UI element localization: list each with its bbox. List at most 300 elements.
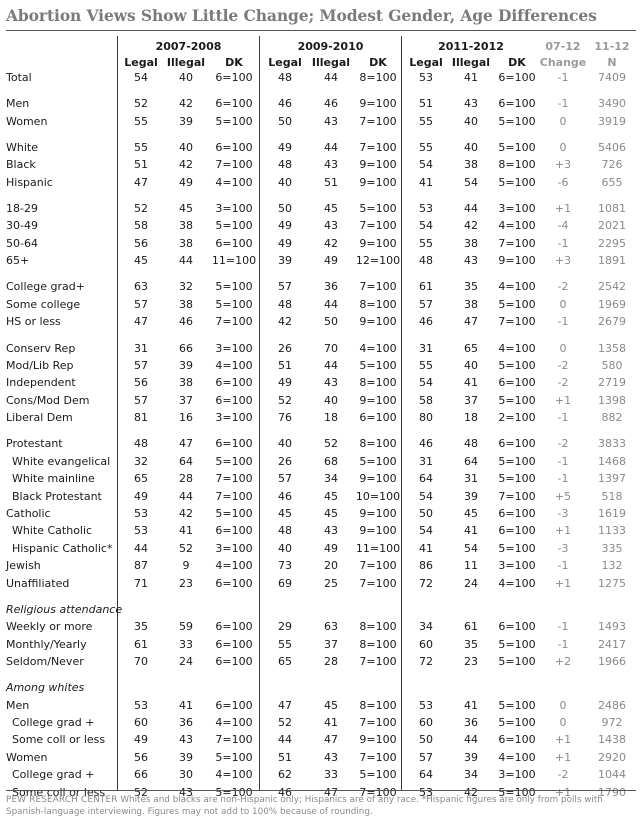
cell-change-07-12: -2: [557, 358, 569, 372]
row-label: White evangelical: [12, 454, 111, 468]
cell-illegal-2011-2012: 41: [464, 376, 478, 390]
cell-dk-2011-2012: 5=100: [498, 472, 536, 486]
cell-dk-2007-2008: 5=100: [215, 785, 253, 799]
cell-legal-2011-2012: 50: [419, 733, 433, 747]
row-label: Unaffiliated: [6, 576, 70, 590]
cell-change-07-12: 0: [559, 341, 567, 355]
cell-dk-2009-2010: 7=100: [359, 559, 397, 573]
cell-illegal-2011-2012: 54: [464, 541, 478, 555]
cell-legal-2007-2008: 57: [134, 393, 148, 407]
cell-legal-2011-2012: 51: [419, 97, 433, 111]
cell-change-07-12: -6: [557, 175, 569, 189]
cell-legal-2007-2008: 52: [134, 202, 148, 216]
cell-dk-2011-2012: 6=100: [498, 437, 536, 451]
cell-illegal-2009-2010: 41: [324, 716, 338, 730]
table-row: [0, 140, 640, 157]
row-label: Seldom/Never: [6, 654, 84, 668]
cell-change-07-12: -1: [557, 472, 569, 486]
cell-n-11-12: 1891: [598, 254, 626, 268]
cell-n-11-12: 2719: [598, 376, 626, 390]
cell-n-11-12: 1619: [598, 506, 626, 520]
cell-illegal-2011-2012: 11: [464, 559, 478, 573]
cell-legal-2009-2010: 73: [278, 559, 292, 573]
cell-illegal-2009-2010: 45: [324, 489, 338, 503]
cell-illegal-2009-2010: 28: [324, 654, 338, 668]
cell-dk-2011-2012: 4=100: [498, 280, 536, 294]
cell-dk-2011-2012: 6=100: [498, 620, 536, 634]
cell-n-11-12: 726: [601, 158, 623, 172]
cell-legal-2007-2008: 65: [134, 472, 148, 486]
cell-n-11-12: 1397: [598, 472, 626, 486]
cell-dk-2011-2012: 5=100: [498, 454, 536, 468]
row-label: Cons/Mod Dem: [6, 393, 90, 407]
row-label: Hispanic: [6, 175, 53, 189]
cell-n-11-12: 3490: [598, 97, 626, 111]
cell-illegal-2007-2008: 64: [179, 454, 193, 468]
cell-legal-2009-2010: 26: [278, 454, 292, 468]
cell-illegal-2009-2010: 49: [324, 254, 338, 268]
row-label: White: [6, 140, 38, 154]
cell-change-07-12: -2: [557, 768, 569, 782]
header-legal: Legal: [268, 56, 302, 69]
cell-dk-2007-2008: 5=100: [215, 114, 253, 128]
cell-illegal-2007-2008: 9: [182, 559, 190, 573]
cell-dk-2007-2008: 6=100: [215, 140, 253, 154]
cell-n-11-12: 3919: [598, 114, 626, 128]
cell-illegal-2011-2012: 37: [464, 393, 478, 407]
table-row: [0, 541, 640, 558]
row-label: Women: [6, 114, 48, 128]
header-legal: Legal: [124, 56, 158, 69]
cell-n-11-12: 2021: [598, 219, 626, 233]
table-row: [0, 114, 640, 131]
cell-legal-2009-2010: 40: [278, 541, 292, 555]
cell-illegal-2009-2010: 18: [324, 411, 338, 425]
cell-dk-2009-2010: 5=100: [359, 202, 397, 216]
cell-dk-2009-2010: 9=100: [359, 733, 397, 747]
cell-illegal-2009-2010: 49: [324, 541, 338, 555]
cell-legal-2007-2008: 53: [134, 506, 148, 520]
row-label: White mainline: [12, 472, 95, 486]
cell-illegal-2007-2008: 47: [179, 437, 193, 451]
cell-dk-2009-2010: 9=100: [359, 175, 397, 189]
cell-illegal-2011-2012: 41: [464, 698, 478, 712]
cell-dk-2007-2008: 3=100: [215, 411, 253, 425]
cell-dk-2009-2010: 8=100: [359, 71, 397, 84]
cell-legal-2011-2012: 31: [419, 454, 433, 468]
cell-illegal-2009-2010: 45: [324, 698, 338, 712]
table-row: [0, 732, 640, 749]
cell-dk-2011-2012: 6=100: [498, 733, 536, 747]
cell-legal-2009-2010: 62: [278, 768, 292, 782]
cell-illegal-2007-2008: 16: [179, 411, 193, 425]
cell-illegal-2007-2008: 41: [179, 698, 193, 712]
table-row: [0, 157, 640, 174]
cell-illegal-2007-2008: 37: [179, 393, 193, 407]
cell-change-07-12: -3: [557, 541, 569, 555]
cell-dk-2007-2008: 5=100: [215, 750, 253, 764]
cell-illegal-2011-2012: 54: [464, 175, 478, 189]
cell-n-11-12: 518: [601, 489, 623, 503]
source-credit: PEW RESEARCH CENTER: [6, 795, 118, 805]
cell-dk-2011-2012: 5=100: [498, 393, 536, 407]
cell-dk-2011-2012: 5=100: [498, 654, 536, 668]
cell-dk-2011-2012: 6=100: [498, 376, 536, 390]
cell-legal-2007-2008: 56: [134, 236, 148, 250]
cell-legal-2009-2010: 50: [278, 114, 292, 128]
row-label: 18-29: [6, 202, 38, 216]
table-row: [0, 393, 640, 410]
cell-dk-2007-2008: 5=100: [215, 280, 253, 294]
header-illegal: Illegal: [311, 56, 351, 69]
cell-dk-2011-2012: 6=100: [498, 506, 536, 520]
cell-dk-2011-2012: 6=100: [498, 524, 536, 538]
cell-change-07-12: -1: [557, 454, 569, 468]
cell-illegal-2007-2008: 23: [179, 576, 193, 590]
cell-change-07-12: +1: [554, 733, 572, 747]
cell-legal-2009-2010: 48: [278, 524, 292, 538]
cell-illegal-2007-2008: 36: [179, 716, 193, 730]
cell-legal-2009-2010: 49: [278, 236, 292, 250]
cell-legal-2009-2010: 46: [278, 489, 292, 503]
cell-legal-2011-2012: 60: [419, 716, 433, 730]
cell-legal-2007-2008: 57: [134, 297, 148, 311]
cell-illegal-2011-2012: 34: [464, 768, 478, 782]
cell-legal-2007-2008: 61: [134, 637, 148, 651]
cell-legal-2007-2008: 56: [134, 750, 148, 764]
cell-change-07-12: +1: [554, 750, 572, 764]
cell-n-11-12: 132: [601, 559, 623, 573]
table-row: [0, 523, 640, 540]
cell-dk-2011-2012: 7=100: [498, 315, 536, 329]
cell-illegal-2007-2008: 44: [179, 489, 193, 503]
row-label: Black Protestant: [12, 489, 102, 503]
cell-change-07-12: 0: [559, 716, 567, 730]
cell-dk-2007-2008: 5=100: [215, 506, 253, 520]
cell-legal-2007-2008: 49: [134, 489, 148, 503]
cell-illegal-2009-2010: 43: [324, 750, 338, 764]
footnote: [6, 794, 636, 818]
cell-legal-2007-2008: 57: [134, 358, 148, 372]
cell-dk-2007-2008: 6=100: [215, 524, 253, 538]
cell-dk-2011-2012: 5=100: [498, 358, 536, 372]
row-label: Weekly or more: [6, 620, 93, 634]
cell-n-11-12: 3833: [598, 437, 626, 451]
cell-legal-2011-2012: 80: [419, 411, 433, 425]
table-row: [0, 236, 640, 253]
table-row: [0, 253, 640, 270]
row-label: 30-49: [6, 219, 38, 233]
cell-change-07-12: -1: [557, 559, 569, 573]
cell-dk-2007-2008: 4=100: [215, 716, 253, 730]
header-illegal: Illegal: [451, 56, 491, 69]
cell-dk-2007-2008: 6=100: [215, 97, 253, 111]
cell-dk-2009-2010: 7=100: [359, 140, 397, 154]
table-row: [0, 358, 640, 375]
cell-legal-2009-2010: 57: [278, 280, 292, 294]
cell-dk-2007-2008: 4=100: [215, 175, 253, 189]
page-title: Abortion Views Show Little Change; Modest Gender, Age Differences: [6, 6, 597, 25]
cell-dk-2007-2008: 5=100: [215, 297, 253, 311]
header-legal: Legal: [409, 56, 443, 69]
cell-legal-2009-2010: 47: [278, 698, 292, 712]
cell-dk-2009-2010: 9=100: [359, 236, 397, 250]
row-label: Black: [6, 158, 36, 172]
cell-dk-2011-2012: 4=100: [498, 341, 536, 355]
cell-legal-2011-2012: 55: [419, 114, 433, 128]
cell-dk-2011-2012: 5=100: [498, 140, 536, 154]
cell-illegal-2009-2010: 43: [324, 524, 338, 538]
cell-legal-2009-2010: 69: [278, 576, 292, 590]
cell-illegal-2007-2008: 41: [179, 524, 193, 538]
cell-illegal-2011-2012: 65: [464, 341, 478, 355]
cell-n-11-12: 335: [601, 541, 623, 555]
header-dk: DK: [225, 56, 243, 69]
cell-legal-2007-2008: 32: [134, 454, 148, 468]
cell-legal-2009-2010: 55: [278, 637, 292, 651]
table-row: [0, 715, 640, 732]
cell-n-11-12: 1044: [598, 768, 626, 782]
cell-change-07-12: -1: [557, 411, 569, 425]
cell-illegal-2009-2010: 50: [324, 315, 338, 329]
cell-legal-2007-2008: 47: [134, 315, 148, 329]
row-label: HS or less: [6, 315, 61, 329]
cell-dk-2007-2008: 3=100: [215, 341, 253, 355]
cell-illegal-2009-2010: 33: [324, 768, 338, 782]
cell-illegal-2007-2008: 33: [179, 637, 193, 651]
cell-dk-2007-2008: 7=100: [215, 489, 253, 503]
cell-dk-2009-2010: 7=100: [359, 716, 397, 730]
cell-dk-2007-2008: 3=100: [215, 202, 253, 216]
cell-illegal-2011-2012: 64: [464, 454, 478, 468]
cell-dk-2009-2010: 9=100: [359, 524, 397, 538]
cell-dk-2007-2008: 6=100: [215, 698, 253, 712]
cell-dk-2009-2010: 5=100: [359, 768, 397, 782]
cell-dk-2007-2008: 3=100: [215, 541, 253, 555]
cell-dk-2009-2010: 10=100: [355, 489, 401, 503]
cell-legal-2011-2012: 53: [419, 698, 433, 712]
cell-n-11-12: 882: [601, 411, 623, 425]
table-row: [0, 314, 640, 331]
cell-legal-2007-2008: 87: [134, 559, 148, 573]
cell-change-07-12: +1: [554, 524, 572, 538]
cell-legal-2007-2008: 47: [134, 175, 148, 189]
cell-illegal-2009-2010: 46: [324, 97, 338, 111]
cell-change-07-12: -1: [557, 315, 569, 329]
cell-dk-2007-2008: 6=100: [215, 236, 253, 250]
table-row: [0, 454, 640, 471]
cell-n-11-12: 2417: [598, 637, 626, 651]
cell-dk-2007-2008: 7=100: [215, 472, 253, 486]
cell-legal-2007-2008: 81: [134, 411, 148, 425]
cell-illegal-2009-2010: 44: [324, 71, 338, 84]
cell-legal-2007-2008: 31: [134, 341, 148, 355]
cell-n-11-12: 1081: [598, 202, 626, 216]
cell-legal-2009-2010: 49: [278, 376, 292, 390]
cell-legal-2011-2012: 50: [419, 506, 433, 520]
cell-illegal-2007-2008: 43: [179, 733, 193, 747]
table-row: [0, 654, 640, 671]
cell-n-11-12: 1133: [598, 524, 626, 538]
cell-dk-2007-2008: 6=100: [215, 576, 253, 590]
cell-dk-2011-2012: 4=100: [498, 750, 536, 764]
cell-illegal-2009-2010: 36: [324, 280, 338, 294]
cell-legal-2011-2012: 86: [419, 559, 433, 573]
cell-dk-2011-2012: 3=100: [498, 202, 536, 216]
cell-dk-2007-2008: 11=100: [211, 254, 257, 268]
cell-dk-2011-2012: 5=100: [498, 716, 536, 730]
table-row: [0, 436, 640, 453]
cell-dk-2007-2008: 6=100: [215, 71, 253, 84]
cell-dk-2011-2012: 2=100: [498, 411, 536, 425]
cell-change-07-12: -1: [557, 71, 569, 84]
cell-legal-2009-2010: 49: [278, 140, 292, 154]
cell-illegal-2007-2008: 30: [179, 768, 193, 782]
header-change: Change: [539, 56, 587, 69]
cell-illegal-2009-2010: 47: [324, 785, 338, 799]
table-row: [0, 489, 640, 506]
cell-legal-2009-2010: 52: [278, 393, 292, 407]
cell-dk-2009-2010: 8=100: [359, 376, 397, 390]
header-n: N: [607, 56, 617, 69]
cell-dk-2009-2010: 4=100: [359, 341, 397, 355]
cell-legal-2011-2012: 72: [419, 576, 433, 590]
cell-change-07-12: 0: [559, 140, 567, 154]
cell-dk-2007-2008: 7=100: [215, 733, 253, 747]
cell-illegal-2011-2012: 39: [464, 750, 478, 764]
cell-illegal-2009-2010: 45: [324, 506, 338, 520]
cell-legal-2007-2008: 53: [134, 698, 148, 712]
row-label: Conserv Rep: [6, 341, 76, 355]
cell-illegal-2009-2010: 52: [324, 437, 338, 451]
cell-illegal-2009-2010: 34: [324, 472, 338, 486]
cell-illegal-2011-2012: 38: [464, 158, 478, 172]
table-row: [0, 218, 640, 235]
cell-dk-2007-2008: 6=100: [215, 376, 253, 390]
table-row: [0, 375, 640, 392]
cell-dk-2009-2010: 9=100: [359, 97, 397, 111]
cell-illegal-2011-2012: 38: [464, 297, 478, 311]
cell-illegal-2009-2010: 68: [324, 454, 338, 468]
cell-illegal-2007-2008: 59: [179, 620, 193, 634]
header-dk: DK: [508, 56, 526, 69]
cell-n-11-12: 2542: [598, 280, 626, 294]
row-label: Protestant: [6, 437, 63, 451]
cell-n-11-12: 2920: [598, 750, 626, 764]
cell-legal-2011-2012: 58: [419, 393, 433, 407]
cell-dk-2009-2010: 7=100: [359, 114, 397, 128]
cell-dk-2009-2010: 7=100: [359, 750, 397, 764]
table-row: [0, 96, 640, 113]
cell-illegal-2009-2010: 42: [324, 236, 338, 250]
cell-dk-2009-2010: 7=100: [359, 785, 397, 799]
cell-n-11-12: 7409: [598, 71, 626, 84]
row-label: Jewish: [6, 559, 41, 573]
cell-dk-2011-2012: 8=100: [498, 158, 536, 172]
cell-dk-2011-2012: 5=100: [498, 175, 536, 189]
cell-dk-2009-2010: 9=100: [359, 158, 397, 172]
cell-illegal-2009-2010: 20: [324, 559, 338, 573]
cell-dk-2009-2010: 8=100: [359, 437, 397, 451]
cell-n-11-12: 1468: [598, 454, 626, 468]
cell-legal-2009-2010: 48: [278, 71, 292, 84]
cell-change-07-12: +2: [554, 654, 572, 668]
table-row: [0, 279, 640, 296]
cell-legal-2009-2010: 46: [278, 785, 292, 799]
cell-legal-2011-2012: 57: [419, 750, 433, 764]
cell-n-11-12: 2679: [598, 315, 626, 329]
cell-illegal-2007-2008: 38: [179, 236, 193, 250]
cell-illegal-2009-2010: 43: [324, 158, 338, 172]
table-row: [0, 750, 640, 767]
cell-legal-2009-2010: 44: [278, 733, 292, 747]
cell-dk-2011-2012: 5=100: [498, 785, 536, 799]
cell-legal-2007-2008: 53: [134, 524, 148, 538]
cell-legal-2007-2008: 55: [134, 114, 148, 128]
cell-illegal-2009-2010: 47: [324, 733, 338, 747]
cell-dk-2007-2008: 6=100: [215, 637, 253, 651]
header-period-2011-2012: 2011-2012: [438, 40, 504, 53]
cell-legal-2009-2010: 40: [278, 175, 292, 189]
cell-change-07-12: +1: [554, 393, 572, 407]
row-label: 50-64: [6, 236, 38, 250]
section-heading: Among whites: [6, 681, 85, 695]
cell-legal-2009-2010: 65: [278, 654, 292, 668]
cell-legal-2011-2012: 46: [419, 315, 433, 329]
cell-dk-2011-2012: 5=100: [498, 637, 536, 651]
cell-change-07-12: +3: [554, 254, 572, 268]
table-row: [0, 70, 640, 87]
cell-dk-2009-2010: 5=100: [359, 454, 397, 468]
cell-illegal-2007-2008: 38: [179, 376, 193, 390]
cell-dk-2011-2012: 5=100: [498, 541, 536, 555]
cell-legal-2007-2008: 52: [134, 785, 148, 799]
cell-dk-2009-2010: 9=100: [359, 393, 397, 407]
cell-illegal-2009-2010: 44: [324, 297, 338, 311]
cell-dk-2007-2008: 6=100: [215, 620, 253, 634]
cell-change-07-12: 0: [559, 698, 567, 712]
cell-dk-2011-2012: 3=100: [498, 768, 536, 782]
cell-change-07-12: 0: [559, 114, 567, 128]
cell-change-07-12: -2: [557, 437, 569, 451]
cell-n-11-12: 1493: [598, 620, 626, 634]
cell-dk-2011-2012: 5=100: [498, 114, 536, 128]
cell-legal-2009-2010: 49: [278, 219, 292, 233]
cell-illegal-2007-2008: 49: [179, 175, 193, 189]
cell-legal-2009-2010: 29: [278, 620, 292, 634]
cell-illegal-2011-2012: 45: [464, 506, 478, 520]
row-label: Mod/Lib Rep: [6, 358, 74, 372]
cell-illegal-2011-2012: 44: [464, 733, 478, 747]
footnote-text: Whites and blacks are non-Hispanic only; Hispanics are of any race. *Hispanic figures are only from polls with Spanish-language interviewing. Figures may not add to 100% because of rounding.: [6, 795, 603, 817]
cell-illegal-2009-2010: 45: [324, 202, 338, 216]
cell-dk-2009-2010: 7=100: [359, 576, 397, 590]
cell-change-07-12: +5: [554, 489, 572, 503]
cell-change-07-12: -2: [557, 376, 569, 390]
cell-dk-2007-2008: 5=100: [215, 454, 253, 468]
cell-illegal-2011-2012: 39: [464, 489, 478, 503]
cell-change-07-12: -3: [557, 506, 569, 520]
cell-legal-2007-2008: 35: [134, 620, 148, 634]
cell-legal-2007-2008: 52: [134, 97, 148, 111]
cell-legal-2007-2008: 49: [134, 733, 148, 747]
cell-legal-2009-2010: 50: [278, 202, 292, 216]
row-label: Liberal Dem: [6, 411, 73, 425]
cell-legal-2011-2012: 41: [419, 541, 433, 555]
cell-legal-2011-2012: 46: [419, 437, 433, 451]
cell-n-11-12: 655: [601, 175, 623, 189]
cell-legal-2009-2010: 42: [278, 315, 292, 329]
